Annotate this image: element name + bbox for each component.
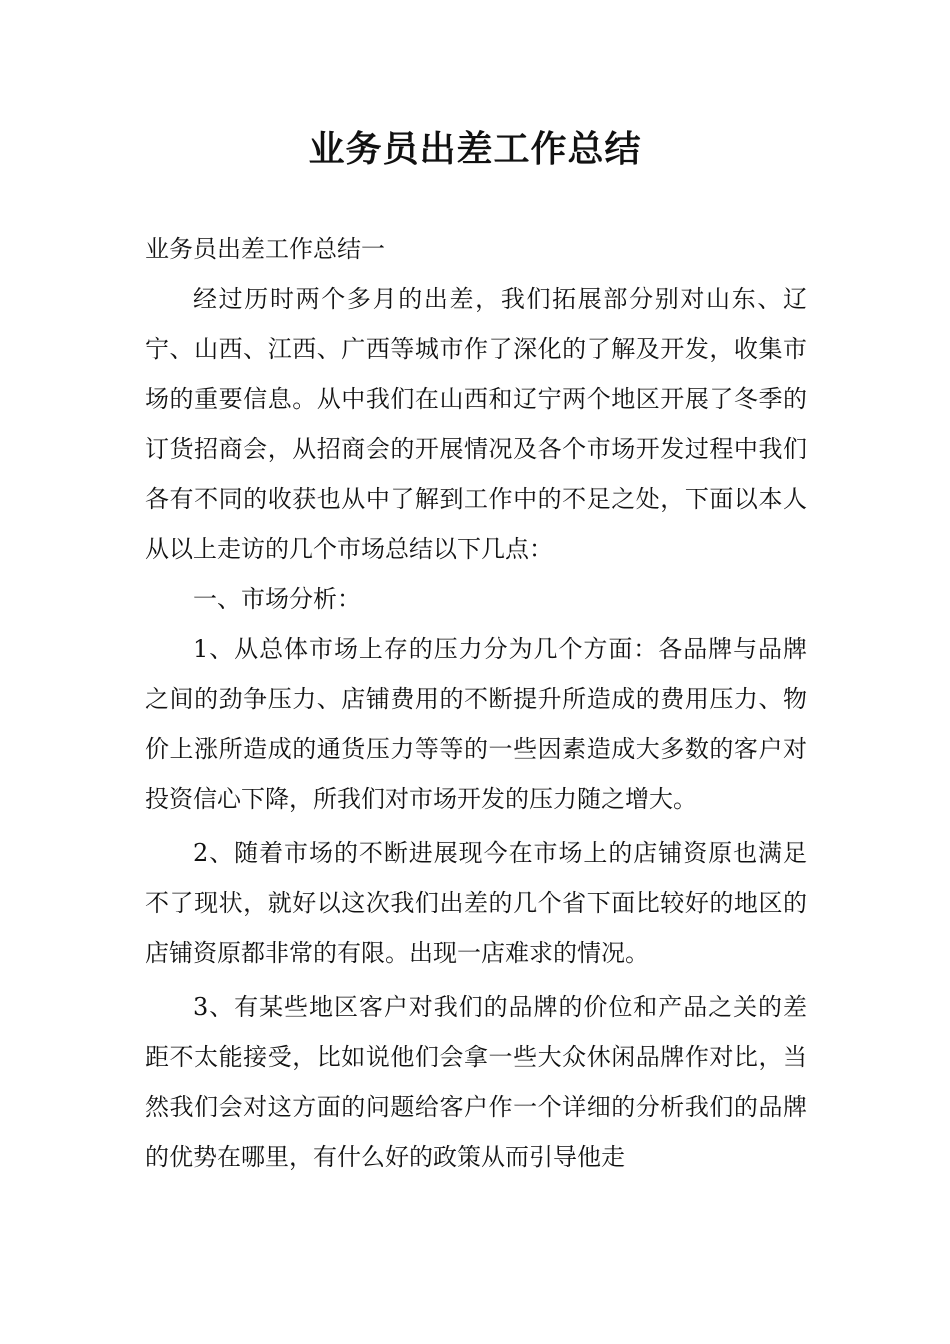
- document-title: 业务员出差工作总结: [308, 129, 642, 170]
- paragraph-point-3: 3、有某些地区客户对我们的品牌的价位和产品之关的差距不太能接受，比如说他们会拿一些大众休闲品牌作对比，当然我们会对这方面的问题给客户作一个详细的分析我们的品牌的优势在哪里，有什么好的政策从而引导他走: [145, 993, 807, 1171]
- paragraph-market-analysis-heading: 一、市场分析：: [193, 585, 361, 613]
- paragraph-intro: 经过历时两个多月的出差，我们拓展部分别对山东、辽宁、山西、江西、广西等城市作了深化的了解及开发，收集市场的重要信息。从中我们在山西和辽宁两个地区开展了冬季的订货招商会，从招商会的开展情况及各个市场开发过程中我们各有不同的收获也从中了解到工作中的不足之处，下面以本人从以上走访的几个市场总结以下几点：: [145, 285, 807, 563]
- section-heading: 业务员出差工作总结一: [145, 235, 385, 263]
- paragraph-point-2: 2、随着市场的不断进展现今在市场上的店铺资原也满足不了现状，就好以这次我们出差的几个省下面比较好的地区的店铺资原都非常的有限。出现一店难求的情况。: [145, 839, 807, 967]
- document-body: [145, 224, 807, 1182]
- paragraph-point-1: 1、从总体市场上存的压力分为几个方面：各品牌与品牌之间的劲争压力、店铺费用的不断提升所造成的费用压力、物价上涨所造成的通货压力等等的一些因素造成大多数的客户对投资信心下降，所我们对市场开发的压力随之增大。: [145, 635, 807, 813]
